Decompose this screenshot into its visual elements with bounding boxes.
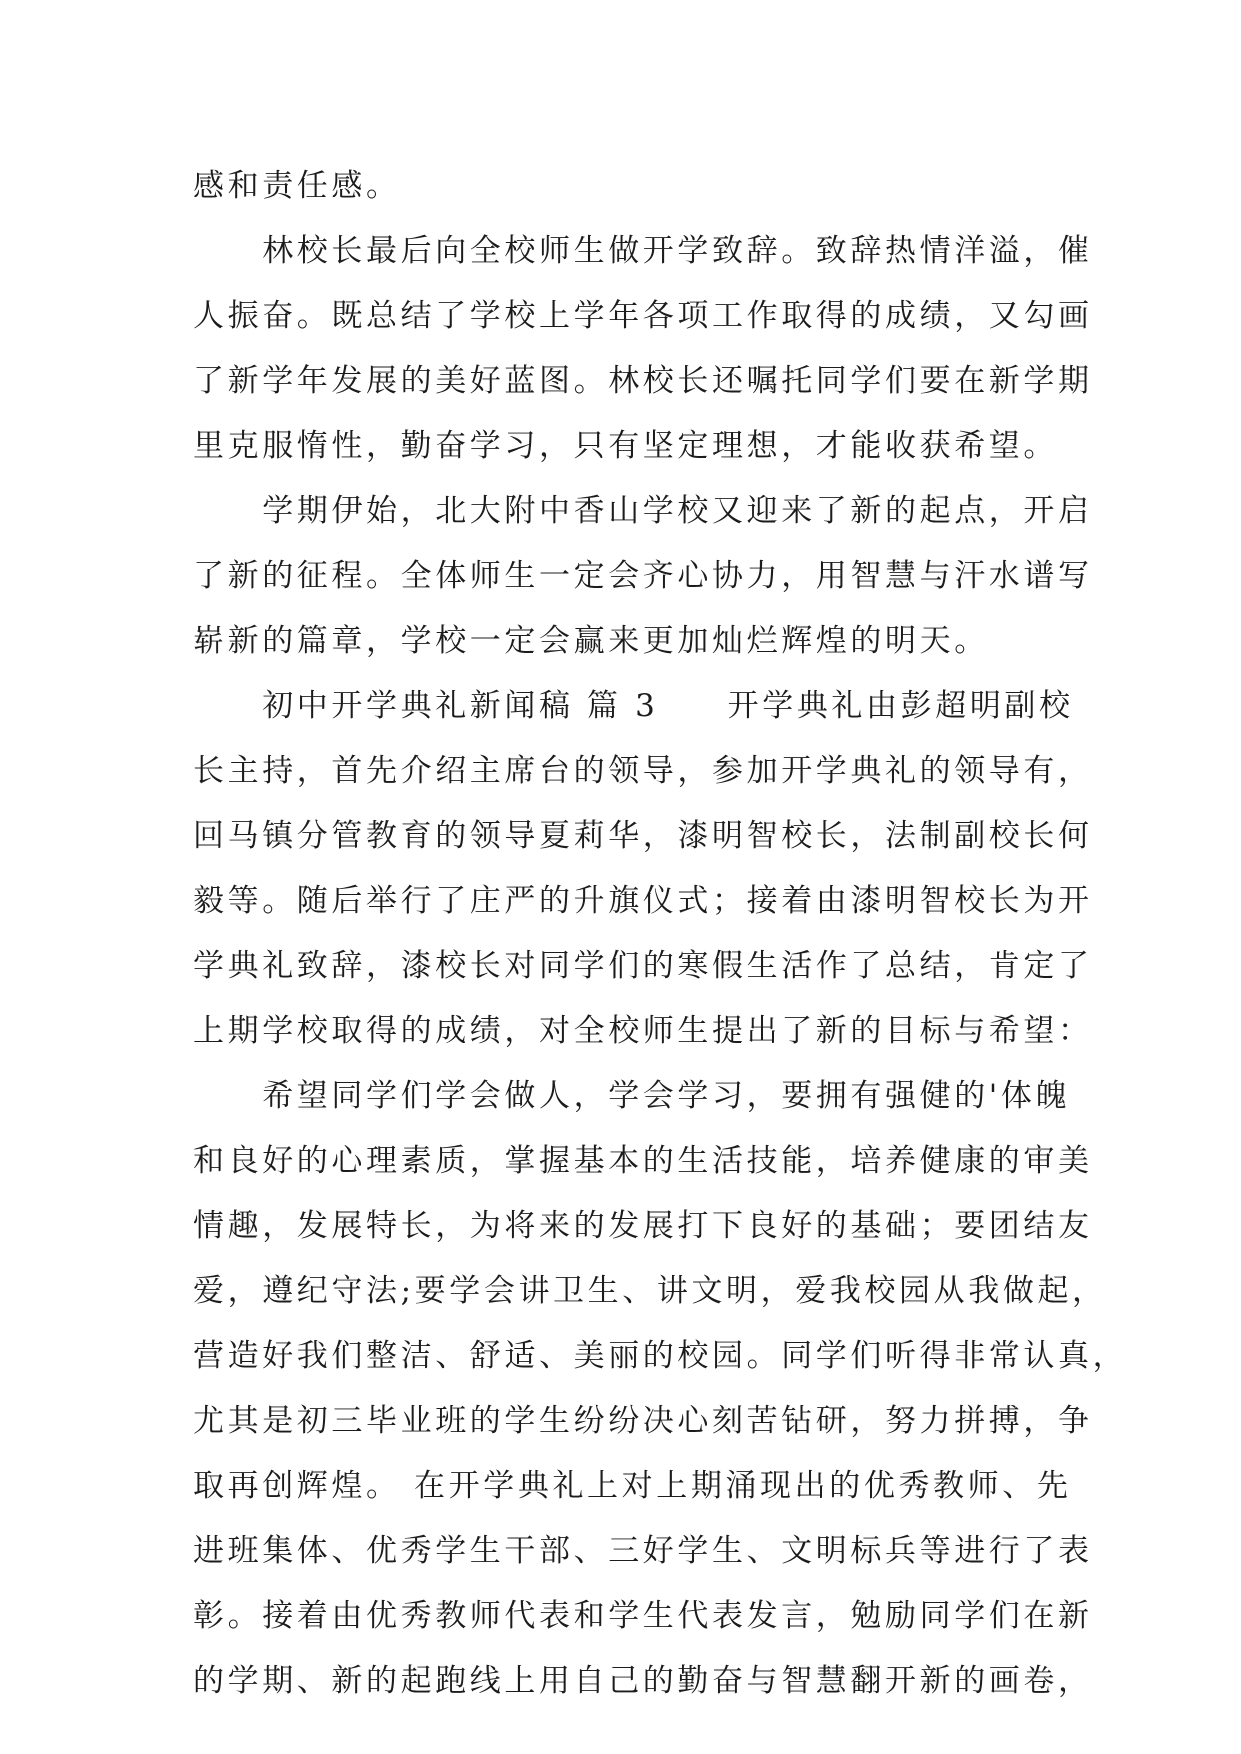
text-line: 取再创辉煌。 在开学典礼上对上期涌现出的优秀教师、先 xyxy=(193,1468,1072,1504)
text-line: 回马镇分管教育的领导夏莉华，漆明智校长，法制副校长何 xyxy=(193,818,1093,854)
article-body xyxy=(193,154,1128,1714)
text-line: 进班集体、优秀学生干部、三好学生、文明标兵等进行了表 xyxy=(193,1533,1093,1569)
text-line: 学典礼致辞，漆校长对同学们的寒假生活作了总结，肯定了 xyxy=(193,948,1093,984)
section-heading-line: 初中开学典礼新闻稿 篇 3 开学典礼由彭超明副校 xyxy=(193,688,1074,724)
text-line: 的学期、新的起跑线上用自己的勤奋与智慧翻开新的画卷， xyxy=(193,1663,1093,1699)
text-line: 崭新的篇章，学校一定会赢来更加灿烂辉煌的明天。 xyxy=(193,623,989,659)
text-line: 爱，遵纪守法;要学会讲卫生、讲文明，爱我校园从我做起， xyxy=(193,1273,1107,1309)
text-line: 感和责任感。 xyxy=(193,168,401,204)
text-line: 彰。接着由优秀教师代表和学生代表发言，勉励同学们在新 xyxy=(193,1598,1093,1634)
text-line: 上期学校取得的成绩，对全校师生提出了新的目标与希望： xyxy=(193,1013,1093,1049)
text-line: 希望同学们学会做人，学会学习，要拥有强健的'体魄 xyxy=(193,1078,1071,1114)
text-line: 毅等。随后举行了庄严的升旗仪式；接着由漆明智校长为开 xyxy=(193,883,1093,919)
text-line: 长主持，首先介绍主席台的领导，参加开学典礼的领导有， xyxy=(193,753,1093,789)
text-line: 情趣，发展特长，为将来的发展打下良好的基础；要团结友 xyxy=(193,1208,1093,1244)
text-line: 学期伊始，北大附中香山学校又迎来了新的起点，开启 xyxy=(193,493,1093,529)
text-line: 里克服惰性，勤奋学习，只有坚定理想，才能收获希望。 xyxy=(193,428,1058,464)
text-line: 林校长最后向全校师生做开学致辞。致辞热情洋溢，催 xyxy=(193,233,1093,269)
text-line: 人振奋。既总结了学校上学年各项工作取得的成绩，又勾画 xyxy=(193,298,1093,334)
text-line: 营造好我们整洁、舒适、美丽的校园。同学们听得非常认真， xyxy=(193,1338,1128,1374)
text-line: 了新学年发展的美好蓝图。林校长还嘱托同学们要在新学期 xyxy=(193,363,1093,399)
text-line: 了新的征程。全体师生一定会齐心协力，用智慧与汗水谱写 xyxy=(193,558,1093,594)
text-line: 尤其是初三毕业班的学生纷纷决心刻苦钻研，努力拼搏，争 xyxy=(193,1403,1093,1439)
text-line: 和良好的心理素质，掌握基本的生活技能，培养健康的审美 xyxy=(193,1143,1093,1179)
